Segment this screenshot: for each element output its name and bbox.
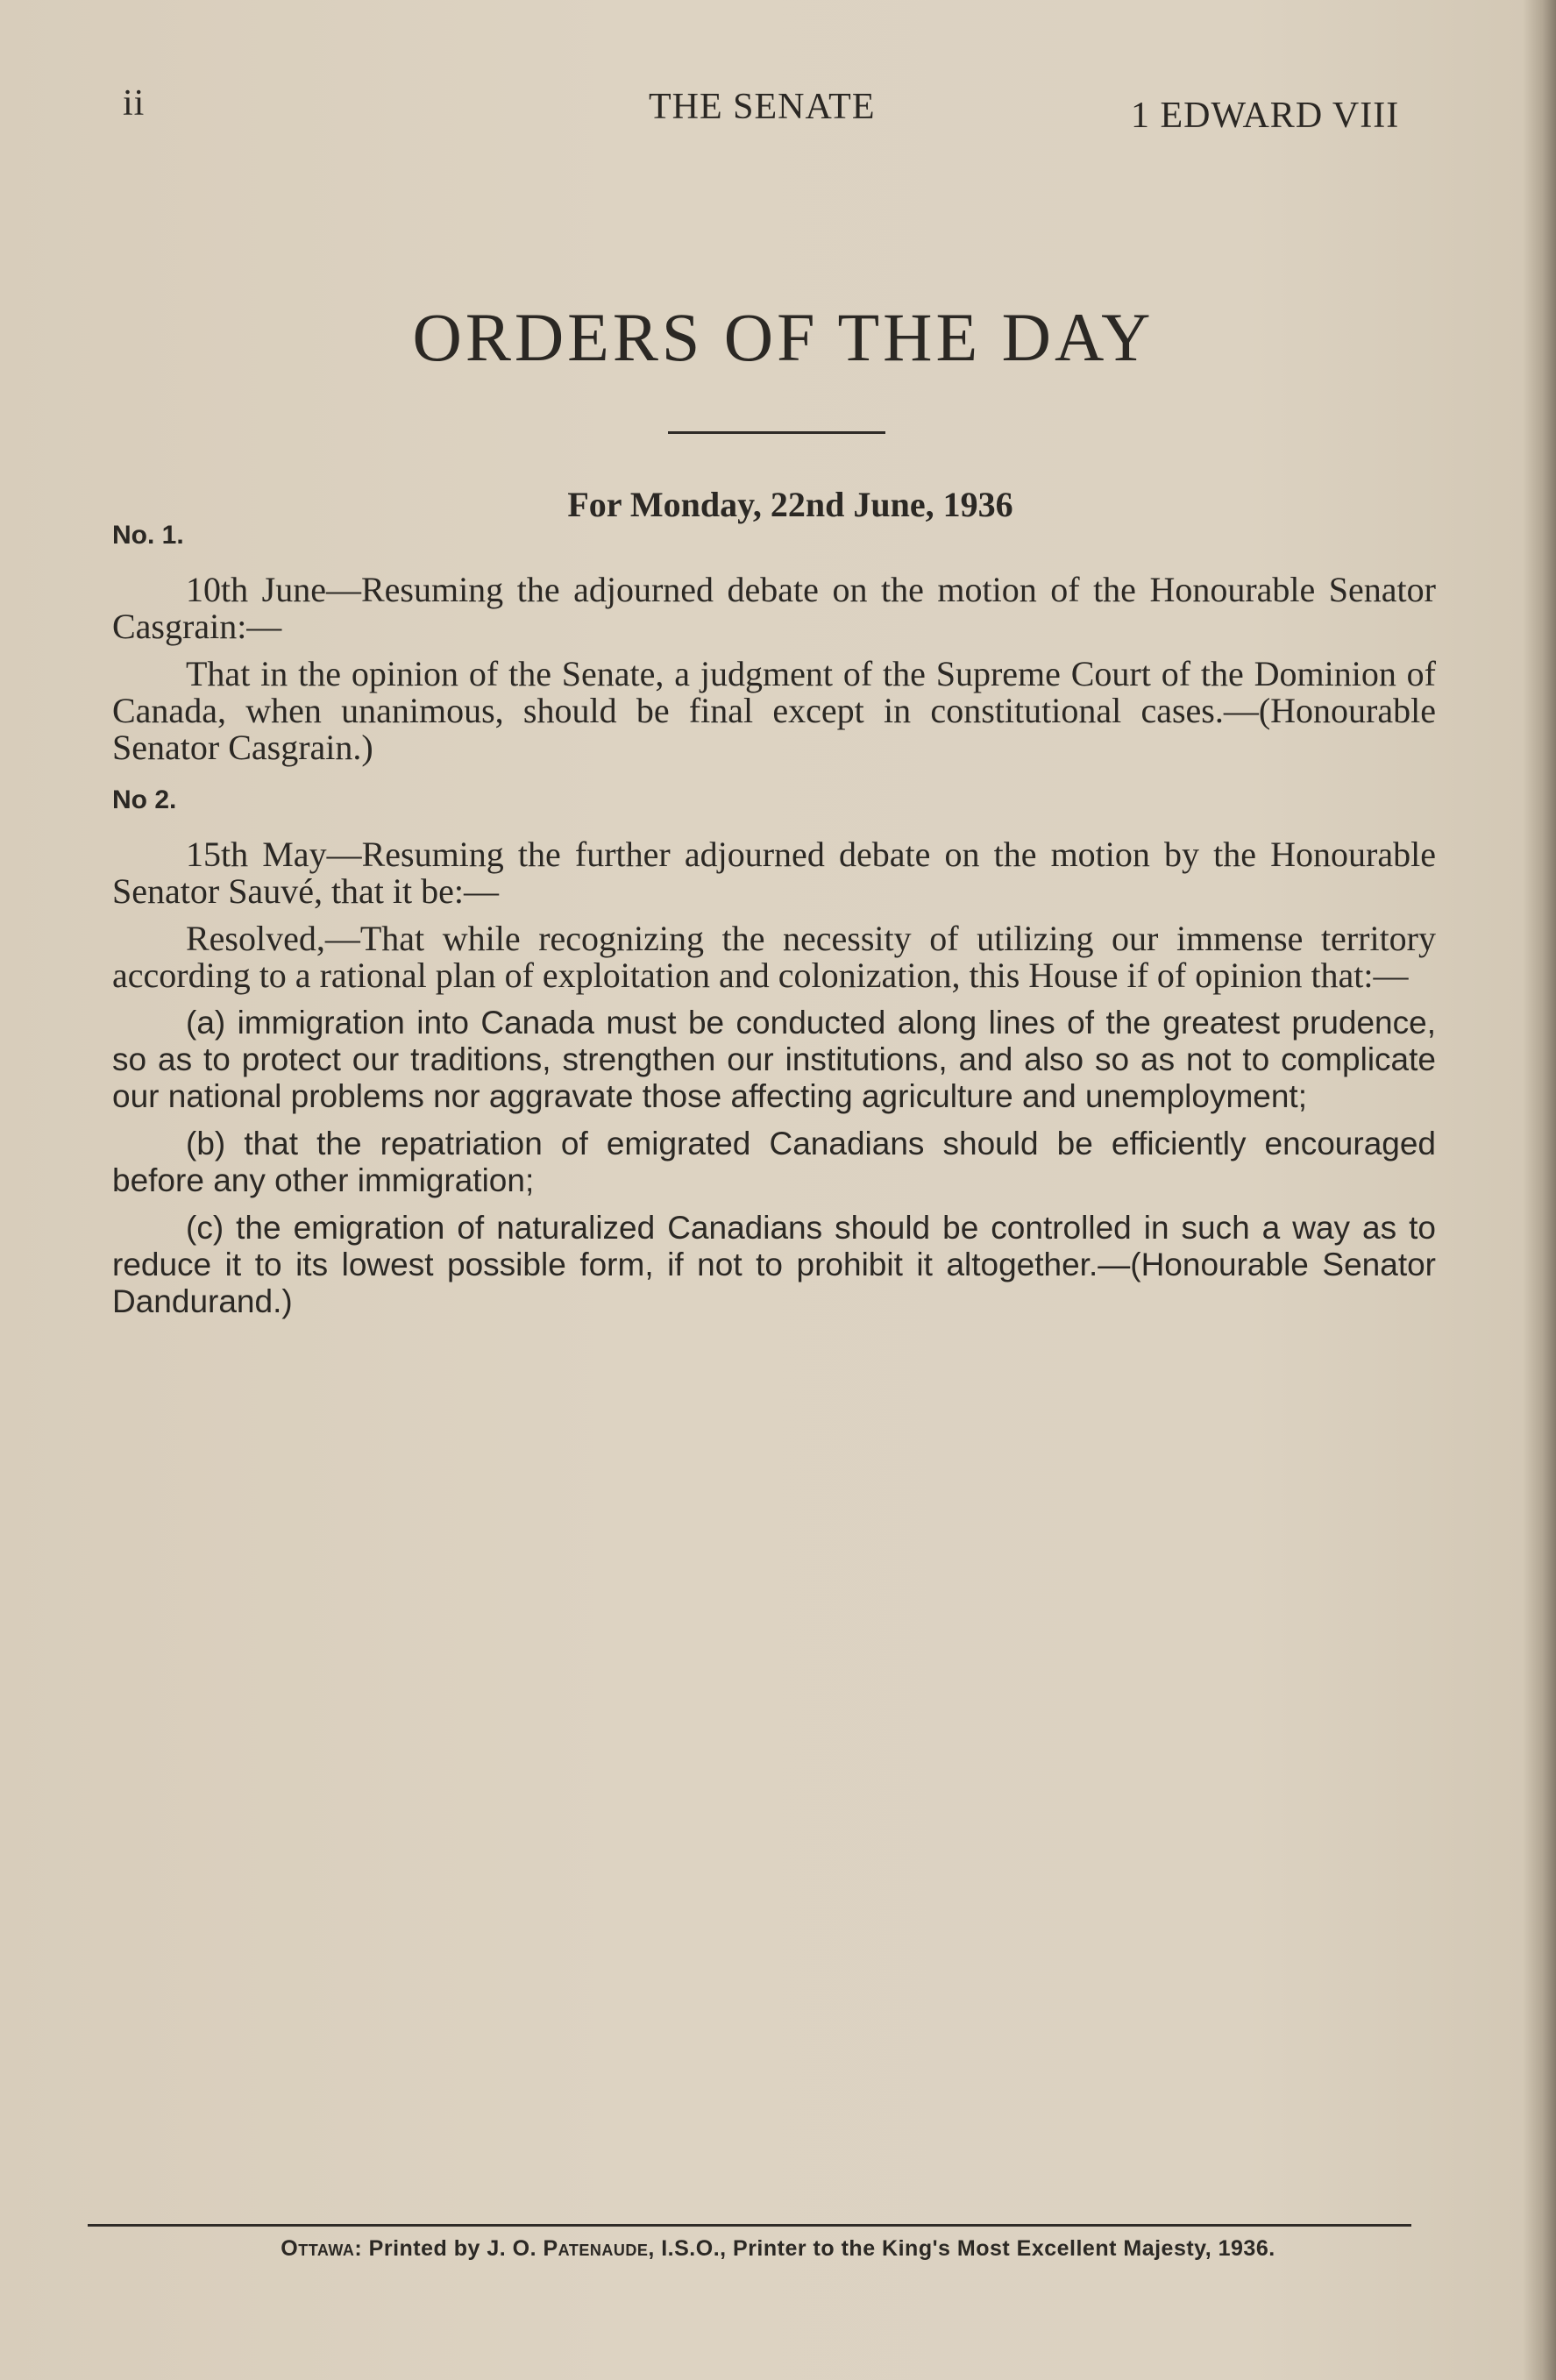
order-item-1 [112,517,1436,777]
printer-imprint [0,2236,1556,2262]
sitting-date: For Monday, 22nd June, 1936 [567,485,1013,524]
imprint-printer-name: Patenaude [543,2236,649,2261]
page-title: ORDERS OF THE DAY [412,299,1155,375]
order-motion: That in the opinion of the Senate, a judgment of the Supreme Court of the Dominion of Canada, when unanimous, should be final except in constitutional cases.—(Honourable Senator Casgrain.) [112,654,1436,767]
imprint-place: Ottawa [281,2236,355,2261]
imprint-text-2: , I.S.O., Printer to the King's Most Excellent Majesty, 1936. [648,2236,1275,2261]
page-number: ii [123,83,146,124]
order-resolution: Resolved,—That while recognizing the necessity of utilizing our immense territory according to a rational plan of exploitation and colonization, this House if of opinion that:— [112,919,1436,995]
order-intro: 15th May—Resuming the further adjourned debate on the motion by the Honourable Senator Sauvé, that it be:— [112,835,1436,911]
resolution-clause-b: (b) that the repatriation of emigrated Canadians should be efficiently encouraged before any other immigration; [112,1126,1436,1198]
order-number: No. 1. [112,521,184,550]
resolution-clause-a: (a) immigration into Canada must be conducted along lines of the greatest prudence, so as to protect our traditions, strengthen our institutions, and also so as not to complicate our national problems nor aggravate those affecting agriculture and unemployment; [112,1005,1436,1114]
order-number: No 2. [112,785,177,814]
title-rule [668,431,885,434]
order-intro: 10th June—Resuming the adjourned debate on the motion of the Honourable Senator Casgrain:— [112,570,1436,646]
resolution-clause-c: (c) the emigration of naturalized Canadians should be controlled in such a way as to reduce it to its lowest possible form, if not to prohibit it altogether.—(Honourable Senator Dandurand.) [112,1210,1436,1319]
footer-rule [88,2224,1411,2227]
imprint-text-1: : Printed by J. O. [354,2236,544,2261]
running-title: THE SENATE [649,87,876,127]
order-item-2 [112,782,1436,1331]
running-header [0,77,1556,139]
regnal-year: 1 EDWARD VIII [1131,96,1400,136]
